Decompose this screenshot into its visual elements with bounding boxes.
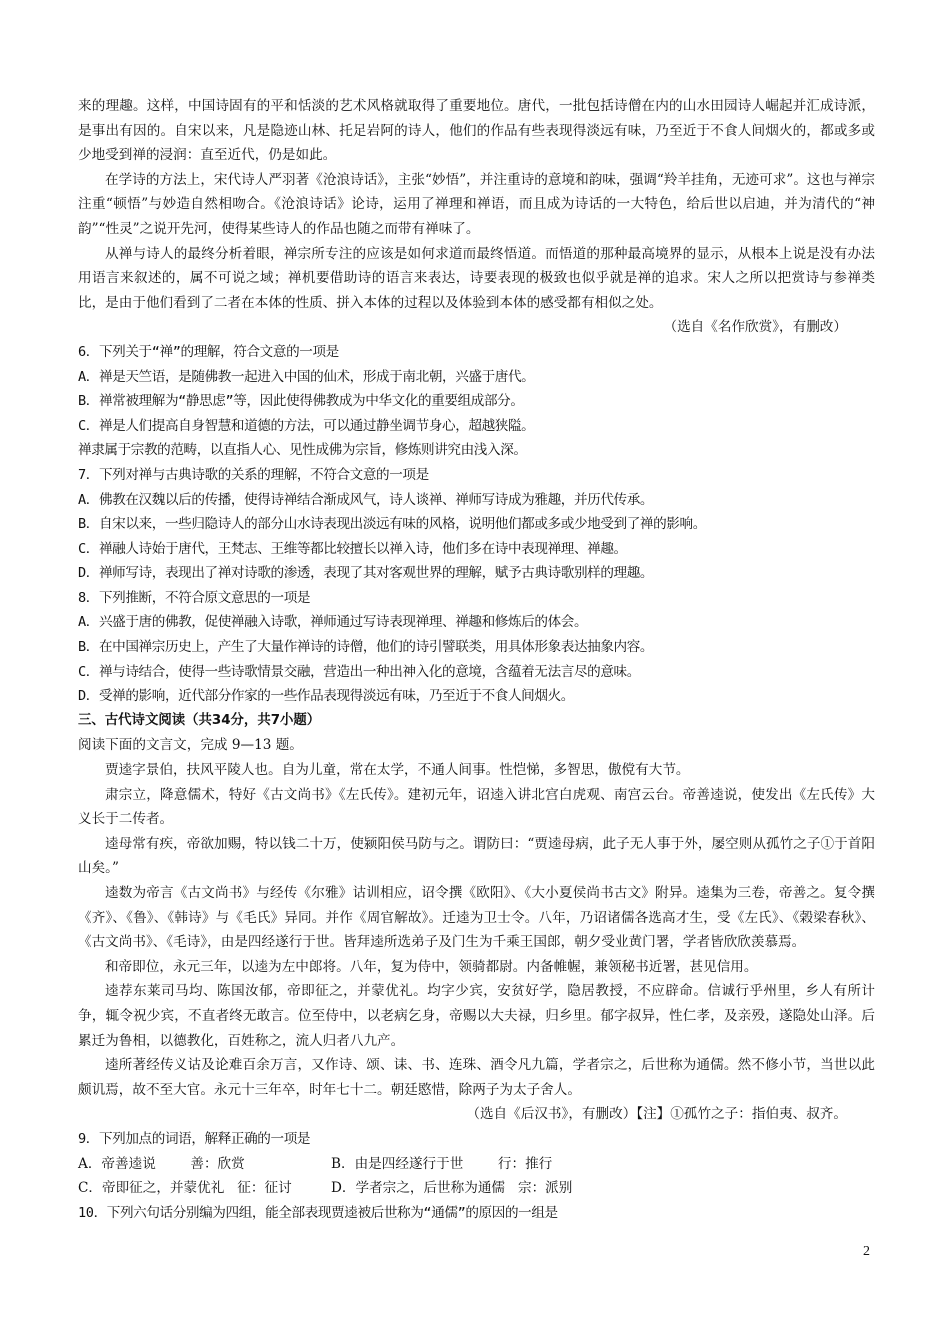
document-page bbox=[78, 94, 875, 1225]
option-a: A．佛教在汉魏以后的传播，使得诗禅结合渐成风气，诗人谈禅、禅师写诗成为雅趣，并历代传承。 bbox=[78, 491, 654, 508]
option-a: A．兴盛于唐的佛教，促使禅融入诗歌，禅师通过写诗表现禅理、禅趣和修炼后的体会。 bbox=[78, 614, 588, 631]
passage-paragraph: 在学诗的方法上，宋代诗人严羽著《沧浪诗话》，主张“妙悟”，并注重诗的意境和韵味，强调“羚羊挂角，无迹可求”。这也与禅宗注重“顿悟”与妙造自然相吻合。《沧浪诗话》论诗，运用了禅理和禅语，而且成为诗话的一大特色，给后世以启迪，并为清代的“神韵”“性灵”之说开先河，使得某些诗人的作品也随之而带有禅味了。 bbox=[78, 171, 875, 237]
passage-paragraph: 来的理趣。这样，中国诗固有的平和恬淡的艺术风格就取得了重要地位。唐代，一批包括诗僧在内的山水田园诗人崛起并汇成诗派，是事出有因的。自宋以来，凡是隐迹山林、托足岩阿的诗人，他们的作品有些表现得淡远有味，乃至近于不食人间烟火的，都或多或少地受到禅的浸润：直至近代，仍是如此。 bbox=[78, 98, 875, 164]
options-row bbox=[78, 1176, 875, 1201]
question-stem: 10．下列六句话分别编为四组，能全部表现贾逵被后世称为“通儒”的原因的一组是 bbox=[78, 1204, 558, 1221]
passage-source: （选自《名作欣赏》，有删改） bbox=[663, 319, 847, 336]
option-b: B．由是四经遂行于世 行：推行 bbox=[331, 1155, 553, 1172]
page-number: 2 bbox=[863, 1244, 870, 1259]
option-c: C．禅融人诗始于唐代，王梵志、王维等都比较擅长以禅入诗，他们多在诗中表现禅理、禅趣。 bbox=[78, 540, 627, 557]
passage-paragraph: 从禅与诗人的最终分析着眼，禅宗所专注的应该是如何求道而最终悟道。而悟道的那种最高境界的显示，从根本上说是没有办法用语言来叙述的，属不可说之域；禅机要借助诗的语言来表达，诗要表现的极致也似乎就是禅的追求。宋人之所以把赏诗与参禅类比，是由于他们看到了二者在本体的性质、拼入本体的过程以及体验到本体的感受都有相似之处。 bbox=[78, 245, 875, 311]
classical-paragraph: 肃宗立，降意儒术，特好《古文尚书》《左氏传》。建初元年，诏逵入讲北宫白虎观、南宫云台。帝善逵说，使发出《左氏传》大义长于二传者。 bbox=[78, 786, 875, 828]
section-heading: 三、古代诗文阅读（共34分，共7小题） bbox=[78, 712, 321, 728]
option-c: C．帝即征之，并蒙优礼 征：征讨 bbox=[78, 1180, 292, 1197]
option-c: C．禅与诗结合，使得一些诗歌情景交融，营造出一种出神入化的意境，含蕴着无法言尽的意味。 bbox=[78, 663, 640, 680]
option-d: D．禅师写诗，表现出了禅对诗歌的渗透，表现了其对客观世界的理解，赋予古典诗歌别样的理趣。 bbox=[78, 565, 654, 582]
question-stem: 6．下列关于“禅”的理解，符合文意的一项是 bbox=[78, 343, 339, 360]
option-c: C．禅是人们提高自身智慧和道德的方法，可以通过静坐调节身心，超越狭隘。 bbox=[78, 417, 535, 434]
option-b: B．在中国禅宗历史上，产生了大量作禅诗的诗僧，他们的诗引譬联类，用具体形象表达抽象内容。 bbox=[78, 639, 654, 656]
classical-paragraph: 逵荐东莱司马均、陈国汝郁，帝即征之，并蒙优礼。均字少宾，安贫好学，隐居教授，不应辟命。信诚行乎州里，乡人有所计争，辄令祝少宾，不直者终无敢言。位至侍中，以老病乞身，帝赐以大夫禄，归乡里。郁字叔异，性仁孝，及亲殁，遂隐处山泽。后累迁为鲁相，以德教化，百姓称之，流人归者八九产。 bbox=[78, 983, 875, 1049]
section-intro: 阅读下面的文言文，完成 9—13 题。 bbox=[78, 737, 303, 754]
question-stem: 9．下列加点的词语，解释正确的一项是 bbox=[78, 1130, 311, 1147]
classical-paragraph: 逵数为帝言《古文尚书》与经传《尔雅》诂训相应，诏令撰《欧阳》、《大小夏侯尚书古文》附异。逵集为三卷，帝善之。复令撰《齐》、《鲁》、《韩诗》与《毛氏》异同。并作《周官解故》。迁逵为卫士令。八年，乃诏诸儒各选高才生，受《左氏》、《榖梁春秋》、《古文尚书》、《毛诗》，由是四经遂行于世。皆拜逵所选弟子及门生为千乘王国郎，朝夕受业黄门署，学者皆欣欣羡慕焉。 bbox=[78, 885, 875, 951]
option-b: B．自宋以来，一些归隐诗人的部分山水诗表现出淡远有味的风格，说明他们都或多或少地受到了禅的影响。 bbox=[78, 516, 706, 533]
classical-paragraph: 逵所著经传义诂及论难百余万言，又作诗、颂、诔、书、连珠、酒令凡九篇，学者宗之，后世称为通儒。然不修小节，当世以此颇讥焉，故不至大官。永元十三年卒，时年七十二。朝廷愍惜，除两子为太子舍人。 bbox=[78, 1057, 875, 1098]
option-d: 禅隶属于宗教的范畴，以直指人心、见性成佛为宗旨，修炼则讲究由浅入深。 bbox=[78, 442, 527, 459]
question-stem: 8．下列推断，不符合原文意思的一项是 bbox=[78, 589, 311, 606]
option-d: D．受禅的影响，近代部分作家的一些作品表现得淡远有味，乃至近于不食人间烟火。 bbox=[78, 688, 574, 705]
question-stem: 7．下列对禅与古典诗歌的关系的理解，不符合文意的一项是 bbox=[78, 466, 429, 483]
option-d: D．学者宗之，后世称为通儒 宗：派别 bbox=[331, 1180, 573, 1197]
option-b: B．禅常被理解为“静思虑”等，因此使得佛教成为中华文化的重要组成部分。 bbox=[78, 393, 524, 410]
options-row bbox=[78, 1152, 875, 1177]
classical-paragraph: 和帝即位，永元三年，以逵为左中郎将。八年，复为侍中，领骑都尉。内备帷幄，兼领秘书近署，甚见信用。 bbox=[105, 958, 758, 975]
classical-paragraph: 逵母常有疾，帝欲加赐，特以钱二十万，使颍阳侯马防与之。谓防曰：“贾逵母病，此子无人事于外，屡空则从孤竹之子①于首阳山矣。” bbox=[78, 835, 875, 877]
classical-source: （选自《后汉书》，有删改）【注】①孤竹之子：指伯夷、叔齐。 bbox=[466, 1106, 847, 1123]
option-a: A．帝善逵说 善：欣赏 bbox=[78, 1155, 245, 1172]
option-a: A．禅是天竺语，是随佛教一起进入中国的仙术，形成于南北朝，兴盛于唐代。 bbox=[78, 368, 535, 385]
classical-paragraph: 贾逵字景伯，扶风平陵人也。自为儿童，常在太学，不通人间事。性恺悌，多智思，傲傥有大节。 bbox=[105, 762, 690, 779]
